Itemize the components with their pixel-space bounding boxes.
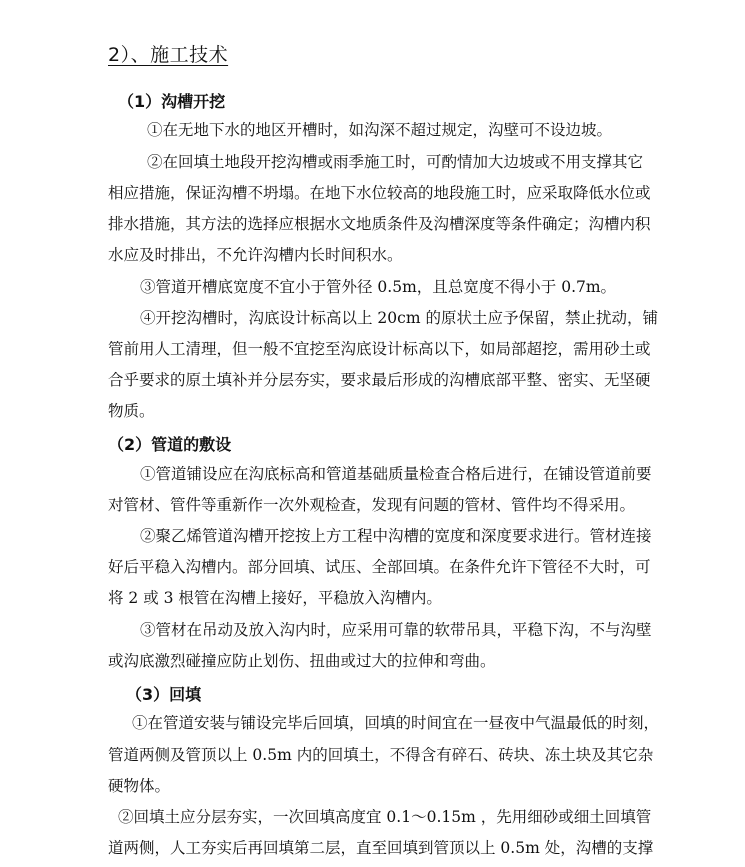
paragraph-line: ①在管道安装与铺设完毕后回填，回填的时间宜在一昼夜中气温最低的时刻， [132, 714, 660, 732]
paragraph-line: 水应及时排出，不允许沟槽内长时间积水。 [108, 246, 403, 264]
paragraph-line: 道两侧，人工夯实后再回填第二层，直至回填到管顶以上 0.5m 处，沟槽的支撑 [108, 839, 654, 857]
section-heading-pipe-laying: （2）管道的敷设 [108, 435, 232, 454]
paragraph-line: 管道两侧及管顶以上 0.5m 内的回填土，不得含有碎石、砖块、冻土块及其它杂 [108, 746, 654, 764]
section-heading-trench-excavation: （1）沟槽开挖 [118, 92, 226, 111]
paragraph-line: 对管材、管件等重新作一次外观检查，发现有问题的管材、管件均不得采用。 [108, 496, 636, 514]
paragraph-line: 硬物体。 [108, 777, 171, 795]
paragraph-line: 合乎要求的原土填补并分层夯实，要求最后形成的沟槽底部平整、密实、无坚硬 [108, 371, 651, 389]
paragraph-line: ②聚乙烯管道沟槽开挖按上方工程中沟槽的宽度和深度要求进行。管材连接 [140, 527, 652, 545]
paragraph-line: ①管道铺设应在沟底标高和管道基础质量检查合格后进行，在铺设管道前要 [140, 465, 652, 483]
paragraph-line: ②回填土应分层夯实，一次回填高度宜 0.1～0.15m ，先用细砂或细土回填管 [118, 808, 652, 826]
paragraph-line: 排水措施，其方法的选择应根据水文地质条件及沟槽深度等条件确定；沟槽内积 [108, 215, 651, 233]
paragraph-line: 相应措施，保证沟槽不坍塌。在地下水位较高的地段施工时，应采取降低水位或 [108, 184, 651, 202]
paragraph-line: ③管道开槽底宽度不宜小于管外径 0.5m，且总宽度不得小于 0.7m。 [140, 278, 617, 296]
paragraph-line: 管前用人工清理，但一般不宜挖至沟底设计标高以下，如局部超挖，需用砂土或 [108, 340, 651, 358]
paragraph-line: ①在无地下水的地区开槽时，如沟深不超过规定，沟壁可不设边坡。 [147, 121, 613, 139]
document-title: 2）、施工技术 [108, 44, 229, 66]
paragraph-line: 或沟底激烈碰撞应防止划伤、扭曲或过大的拉伸和弯曲。 [108, 652, 496, 670]
paragraph-line: ③管材在吊动及放入沟内时，应采用可靠的软带吊具，平稳下沟，不与沟壁 [140, 621, 652, 639]
paragraph-line: 好后平稳入沟槽内。部分回填、试压、全部回填。在条件允许下管径不大时，可 [108, 558, 651, 576]
paragraph-line: 物质。 [108, 402, 155, 420]
paragraph-line: ②在回填土地段开挖沟槽或雨季施工时，可酌情加大边坡或不用支撑其它 [147, 153, 644, 171]
paragraph-line: ④开挖沟槽时，沟底设计标高以上 20cm 的原状土应予保留，禁止扰动，铺 [140, 309, 658, 327]
section-heading-backfill: （3）回填 [126, 685, 202, 704]
paragraph-line: 将 2 或 3 根管在沟槽上接好，平稳放入沟槽内。 [108, 589, 442, 607]
